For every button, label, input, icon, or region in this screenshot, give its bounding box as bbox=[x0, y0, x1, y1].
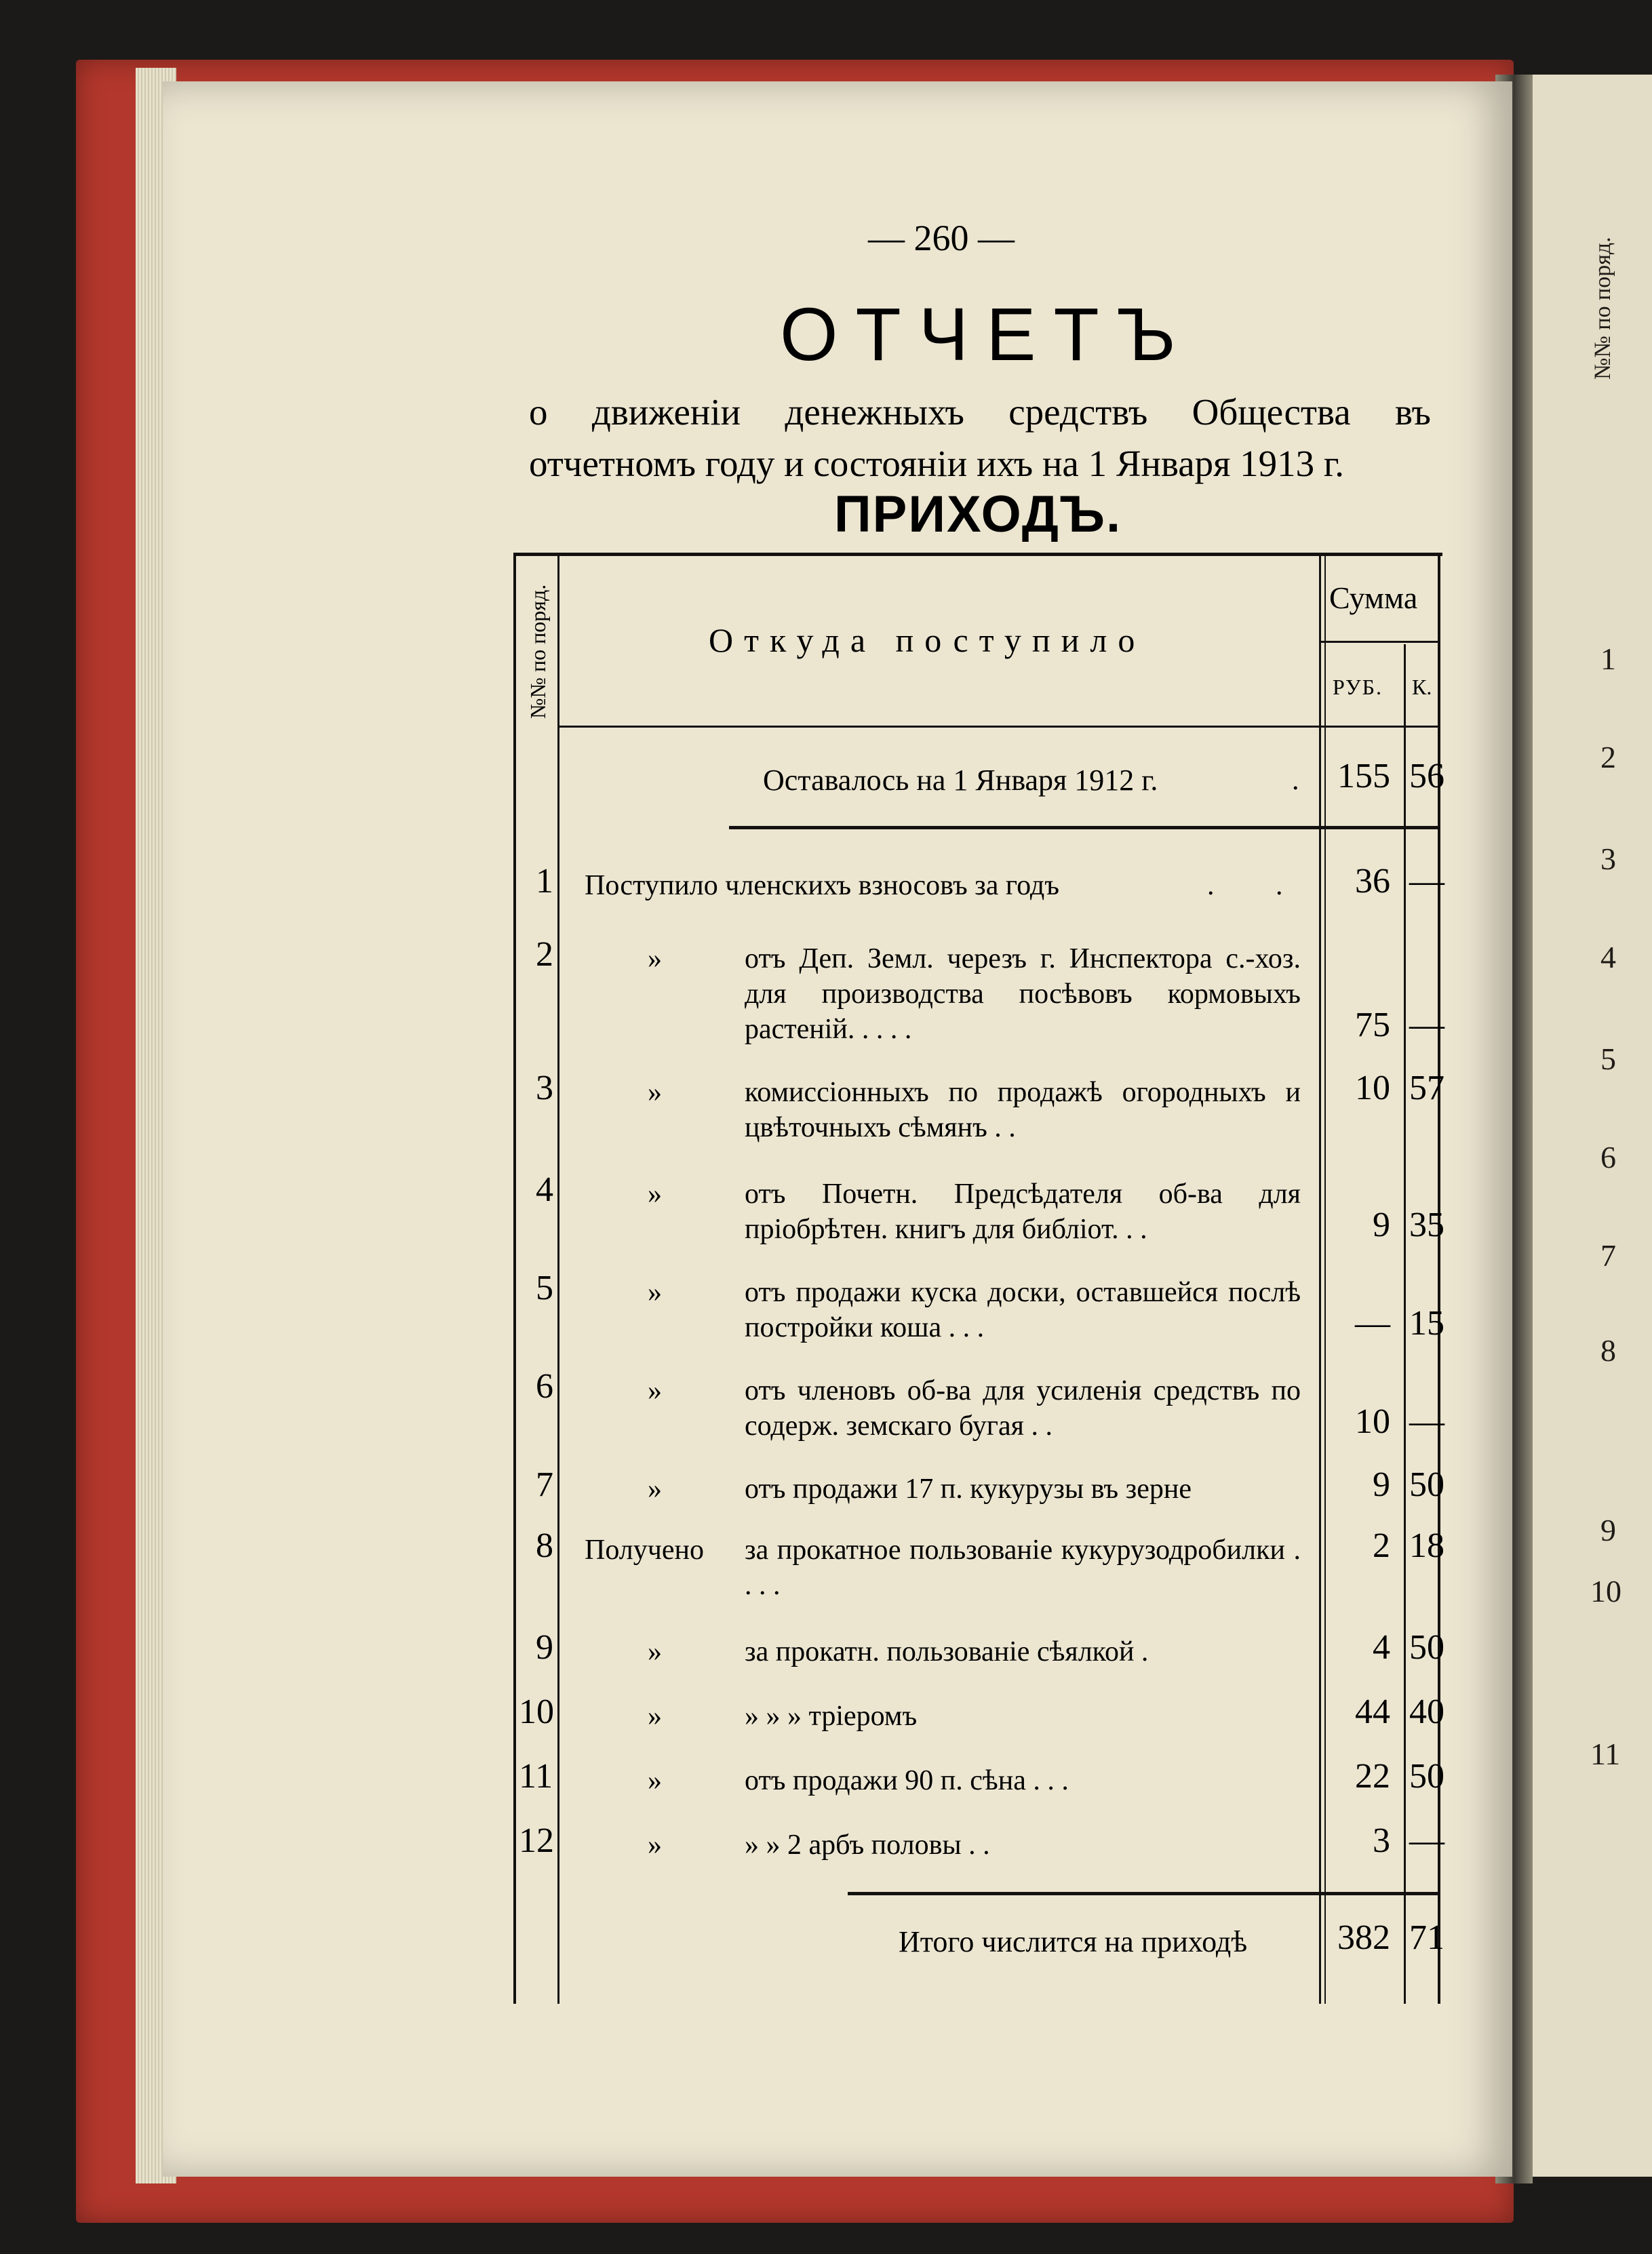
row-kop: 57 bbox=[1409, 1069, 1444, 1107]
number-column-rule bbox=[557, 553, 559, 2004]
kop-column-header: К. bbox=[1412, 675, 1432, 699]
row-number: 12 bbox=[519, 1821, 554, 1860]
row-rub: 9 bbox=[1373, 1465, 1390, 1504]
row-lead: » bbox=[648, 1077, 662, 1108]
row-rub: 10 bbox=[1355, 1069, 1390, 1107]
row-number: 2 bbox=[536, 935, 553, 974]
page-number: — 260 — bbox=[868, 218, 1015, 258]
row-description: за прокатное пользованiе кукурузодробилки . . . . bbox=[745, 1535, 1301, 1601]
right-page-number: 8 bbox=[1600, 1333, 1616, 1368]
row-kop: 15 bbox=[1409, 1304, 1444, 1343]
row-description: » » 2 арбъ половы . . bbox=[745, 1830, 990, 1861]
total-rub: 382 bbox=[1337, 1918, 1390, 1957]
row-description: отъ продажи 17 п. кукурузы въ зерне bbox=[745, 1474, 1192, 1505]
row-number: 1 bbox=[536, 862, 553, 901]
page-title: ОТЧЕТЪ bbox=[780, 293, 1194, 376]
row-dots: . . bbox=[1207, 870, 1310, 901]
total-label: Итого числится на приходѣ bbox=[899, 1925, 1248, 1958]
kop-column-rule bbox=[1404, 644, 1406, 2004]
row-description: отъ Почетн. Предсѣдателя об-ва для прiобрѣтен. книгъ для библiот. . . bbox=[745, 1179, 1301, 1245]
row-description: за прокатн. пользованiе сѣялкой . bbox=[745, 1636, 1149, 1667]
opening-balance-label: Оставалось на 1 Января 1912 г. bbox=[763, 764, 1158, 797]
right-page-number: 4 bbox=[1600, 940, 1616, 974]
sum-column-rule bbox=[1319, 553, 1321, 2004]
row-rub: 22 bbox=[1355, 1757, 1390, 1796]
row-number: 10 bbox=[519, 1693, 554, 1731]
row-number: 3 bbox=[536, 1069, 553, 1107]
row-description: отъ членовъ об-ва для усиленiя средствъ по содерж. земскаго бугая . . bbox=[745, 1375, 1301, 1442]
opening-balance-kop: 56 bbox=[1409, 757, 1444, 795]
source-column-header: Откуда поступило bbox=[709, 621, 1146, 659]
row-kop: 50 bbox=[1409, 1628, 1444, 1667]
row-description: комиссiонныхъ по продажѣ огородныхъ и цвѣточныхъ сѣмянъ . . bbox=[745, 1077, 1301, 1143]
row-description: Поступило членскихъ взносовъ за годъ bbox=[585, 870, 1059, 901]
row-lead: » bbox=[648, 1830, 662, 1861]
right-page-number: 1 bbox=[1600, 641, 1616, 676]
row-rub: 3 bbox=[1373, 1821, 1390, 1860]
row-rub: 10 bbox=[1355, 1402, 1390, 1441]
right-page bbox=[1526, 75, 1652, 2177]
row-lead: » bbox=[648, 1701, 662, 1732]
row-lead: » bbox=[648, 943, 662, 974]
row-number: 5 bbox=[536, 1269, 553, 1307]
right-page-header: №№ по поряд. bbox=[1590, 237, 1615, 380]
row-lead: » bbox=[648, 1765, 662, 1796]
row-number: 4 bbox=[536, 1170, 553, 1209]
right-page-number: 10 bbox=[1590, 1574, 1621, 1608]
row-lead: Получено bbox=[585, 1535, 704, 1566]
right-page-number: 3 bbox=[1600, 842, 1616, 876]
row-description: отъ Деп. Земл. черезъ г. Инспектора с.-хоз. для производства посѣвовъ кормовыхъ растенiй. . . . . bbox=[745, 943, 1301, 1045]
row-kop: 40 bbox=[1409, 1693, 1444, 1731]
row-rub: 9 bbox=[1373, 1206, 1390, 1244]
right-page-number: 2 bbox=[1600, 740, 1616, 774]
right-page-number: 5 bbox=[1600, 1042, 1616, 1076]
header-bottom-rule bbox=[557, 726, 1439, 728]
row-lead: » bbox=[648, 1277, 662, 1308]
opening-balance-dot: . bbox=[1292, 765, 1299, 796]
opening-balance-rub: 155 bbox=[1337, 757, 1390, 795]
row-number: 9 bbox=[536, 1628, 553, 1667]
row-kop: — bbox=[1409, 1821, 1444, 1860]
right-page-number: 6 bbox=[1600, 1140, 1616, 1174]
row-number: 11 bbox=[519, 1757, 553, 1796]
section-heading: ПРИХОДЪ. bbox=[834, 486, 1122, 543]
row-kop: — bbox=[1409, 1006, 1444, 1044]
number-column-header: №№ по поряд. bbox=[526, 584, 550, 719]
right-page-number: 7 bbox=[1600, 1238, 1616, 1273]
row-rub: 2 bbox=[1373, 1526, 1390, 1565]
row-rub: 44 bbox=[1355, 1693, 1390, 1731]
row-kop: — bbox=[1409, 862, 1444, 901]
subtitle: о движенiи денежныхъ средствъ Общества въ отчетномъ году и состоянiи ихъ на 1 Января 1913 г. bbox=[529, 391, 1431, 484]
row-description: отъ продажи 90 п. сѣна . . . bbox=[745, 1765, 1069, 1796]
row-kop: 35 bbox=[1409, 1206, 1444, 1244]
row-kop: 50 bbox=[1409, 1757, 1444, 1796]
row-number: 7 bbox=[536, 1465, 553, 1504]
row-rub: 4 bbox=[1373, 1628, 1390, 1667]
row-rub: — bbox=[1355, 1304, 1390, 1343]
sum-column-rule-inner bbox=[1324, 553, 1326, 2004]
row-number: 8 bbox=[536, 1526, 553, 1565]
table-left-rule bbox=[513, 553, 516, 2004]
row-lead: » bbox=[648, 1375, 662, 1406]
row-lead: » bbox=[648, 1474, 662, 1505]
sum-header-rule bbox=[1319, 641, 1440, 643]
right-page-number: 9 bbox=[1600, 1513, 1616, 1547]
table-top-rule bbox=[513, 553, 1442, 556]
row-kop: — bbox=[1409, 1402, 1444, 1441]
total-rule bbox=[848, 1892, 1440, 1895]
row-kop: 18 bbox=[1409, 1526, 1444, 1565]
total-kop: 71 bbox=[1409, 1918, 1444, 1957]
sum-column-header: Сумма bbox=[1329, 580, 1418, 615]
opening-rule bbox=[729, 826, 1440, 829]
row-rub: 75 bbox=[1355, 1006, 1390, 1044]
rub-column-header: РУБ. bbox=[1333, 675, 1383, 699]
row-kop: 50 bbox=[1409, 1465, 1444, 1504]
right-page-number: 11 bbox=[1590, 1737, 1621, 1771]
row-rub: 36 bbox=[1355, 862, 1390, 901]
row-description: отъ продажи куска доски, оставшейся послѣ постройки коша . . . bbox=[745, 1277, 1301, 1343]
row-description: » » » трiеромъ bbox=[745, 1701, 918, 1732]
row-lead: » bbox=[648, 1179, 662, 1210]
row-lead: » bbox=[648, 1636, 662, 1667]
row-number: 6 bbox=[536, 1367, 553, 1406]
